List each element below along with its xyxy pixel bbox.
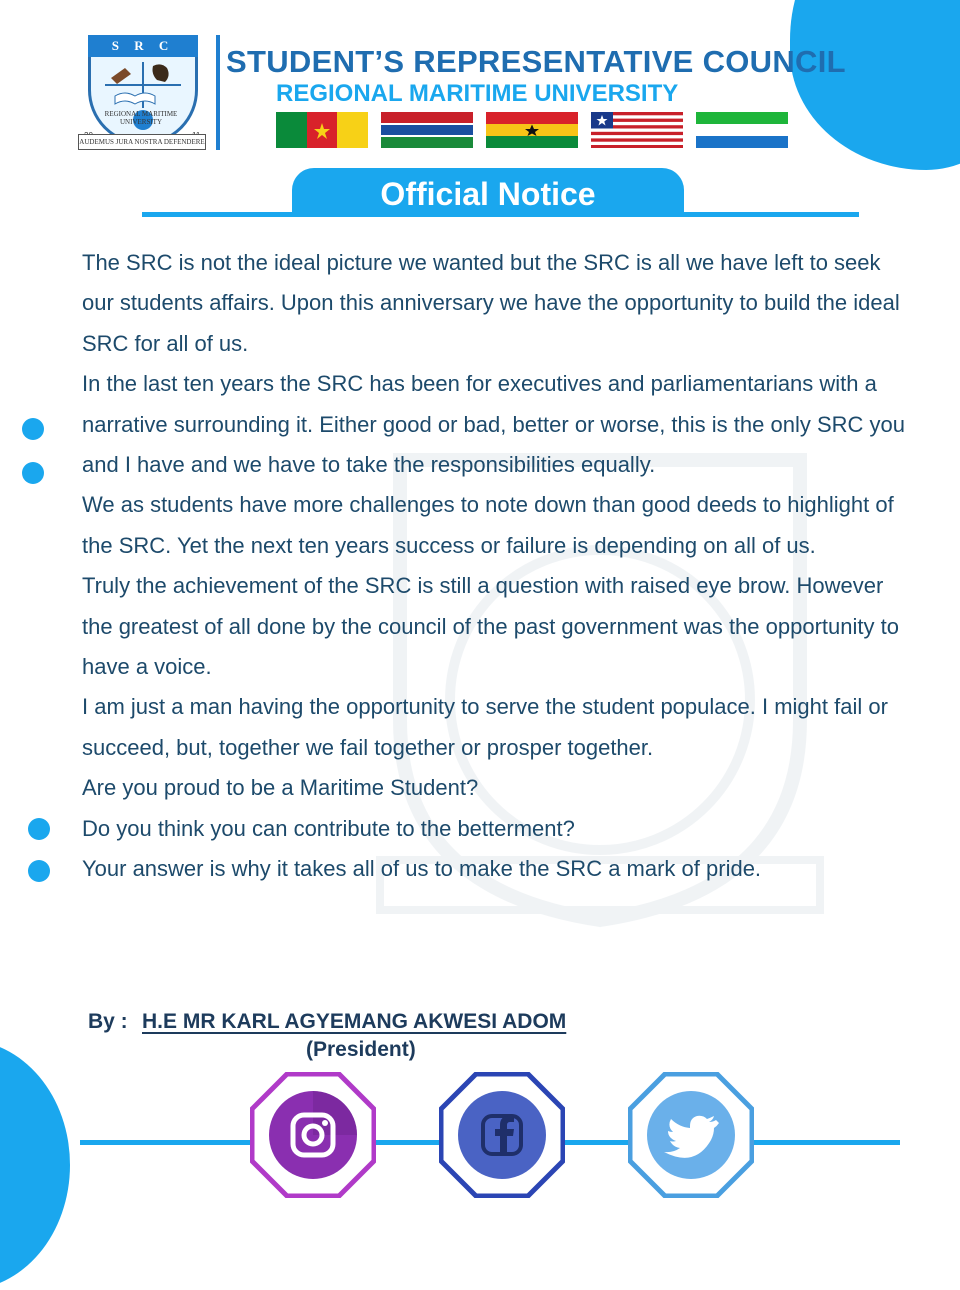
header — [70, 30, 890, 160]
notice-body — [82, 243, 912, 890]
decorative-dot — [28, 860, 50, 882]
twitter-icon[interactable] — [628, 1072, 754, 1198]
body-paragraph: We as students have more challenges to note down than good deeds to highlight of the SRC. Yet the next ten years success or failure is depending on all of us. — [82, 492, 894, 558]
logo-badge: S R C — [88, 35, 198, 57]
page-title: STUDENT’S REPRESENTATIVE COUNCIL — [226, 44, 846, 79]
ghana-flag — [486, 112, 578, 148]
body-paragraph: In the last ten years the SRC has been for executives and parliamentarians with a narrative surrounding it. Either good or bad, better or worse, this is the only SRC you and I have and we have to take the responsibilities equally. — [82, 371, 905, 478]
facebook-icon[interactable] — [439, 1072, 565, 1198]
gambia-flag — [381, 112, 473, 148]
liberia-flag — [591, 112, 683, 148]
member-flags — [276, 112, 788, 148]
sierra-leone-flag — [696, 112, 788, 148]
notice-heading: Official Notice — [292, 168, 684, 216]
decorative-dot — [28, 818, 50, 840]
decorative-dot — [22, 418, 44, 440]
signature-name: H.E MR KARL AGYEMANG AKWESI ADOM — [142, 1010, 567, 1033]
cameroon-flag — [276, 112, 368, 148]
body-paragraph: Are you proud to be a Maritime Student? — [82, 775, 479, 801]
decorative-blob-bottom-left — [0, 1040, 70, 1290]
body-paragraph: Your answer is why it takes all of us to make the SRC a mark of pride. — [82, 856, 762, 882]
body-paragraph: Do you think you can contribute to the betterment? — [82, 815, 575, 841]
page-subtitle: REGIONAL MARITIME UNIVERSITY — [276, 80, 679, 107]
decorative-dot — [22, 462, 44, 484]
header-divider — [216, 35, 220, 150]
instagram-icon[interactable] — [250, 1072, 376, 1198]
signature-role: (President) — [306, 1038, 416, 1061]
body-paragraph: Truly the achievement of the SRC is still a question with raised eye brow. However the greatest of all done by the council of the past government was the opportunity to have a voice. — [82, 573, 899, 680]
body-paragraph: I am just a man having the opportunity to serve the student populace. I might fail or succeed, but, together we fail together or prosper together. — [82, 694, 888, 760]
body-paragraph: The SRC is not the ideal picture we wanted but the SRC is all we have left to seek our students affairs. Upon this anniversary we have the opportunity to build the ideal SRC for all of us. — [82, 250, 900, 356]
logo-ring-text: REGIONAL MARITIME UNIVERSITY — [104, 110, 178, 126]
logo-motto: AUDEMUS JURA NOSTRA DEFENDERE — [78, 134, 206, 150]
src-logo — [70, 30, 210, 160]
signature-by-label: By : — [88, 1010, 128, 1033]
